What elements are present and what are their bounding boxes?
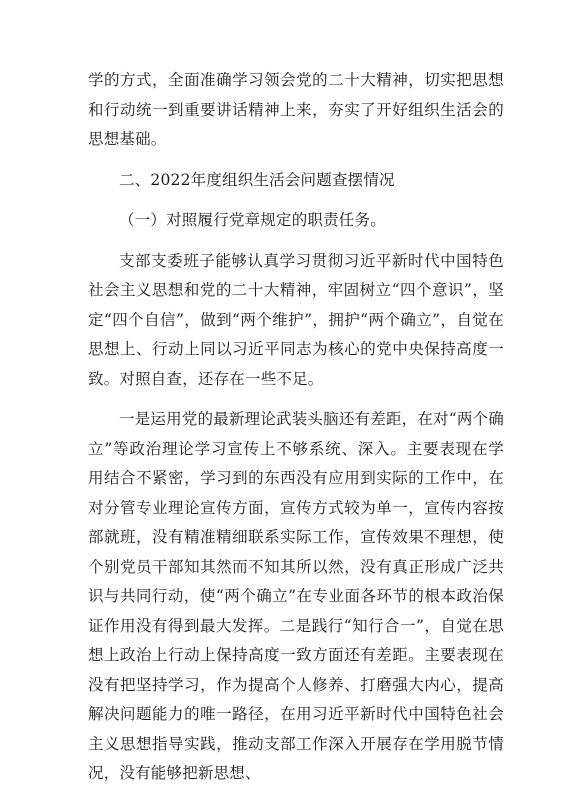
subsection-heading: （一）对照履行党章规定的职责任务。 (119, 211, 386, 229)
body-paragraph: 一是运用党的最新理论武装头脑还有差距，在对“两个确立”等政治理论学习宣传上不够系统、深入。主要表现在学用结合不紧密，学习到的东西没有应用到实际的工作中，在对分管专业理论宣传方面，宣传方式较为单一，宣传内容按部就班，没有精准精细联系实际工作，宣传效果不理想，使个别党员干部知其然而不知其所以然，没有真正形成广泛共识与共同行动，使“两个确立”在专业面各环节的根本政治保证作用没有得到最大发挥。二是践行“知行合一”，自觉在思想上政治上行动上保持高度一致方面还有差距。主要表现在没有把坚持学习，作为提高个人修养、打磨强大内心，提高解决问题能力的唯一路径，在用习近平新时代中国特色社会主义思想指导实践，推动支部工作深入开展存在学用脱节情况，没有能够把新思想、 (88, 410, 504, 782)
body-paragraph: 支部支委班子能够认真学习贯彻习近平新时代中国特色社会主义思想和党的二十大精神，牢固树立“四个意识”，坚定“四个自信”，做到“两个维护”，拥护“两个确立”，自觉在思想上、行动上同以习近平同志为核心的党中央保持高度一致。对照自查，还存在一些不足。 (88, 251, 504, 388)
paragraph-spacing (88, 195, 504, 206)
section-heading: 二、2022年度组织生活会问题查摆情况 (119, 170, 395, 189)
paragraph-spacing (88, 155, 504, 166)
paragraph-spacing (88, 394, 504, 405)
paragraph-spacing (88, 236, 504, 247)
document-body (88, 66, 504, 789)
paragraph-continued: 学的方式，全面准确学习领会党的二十大精神，切实把思想和行动统一到重要讲话精神上来，夯实了开好组织生活会的思想基础。 (88, 71, 504, 148)
